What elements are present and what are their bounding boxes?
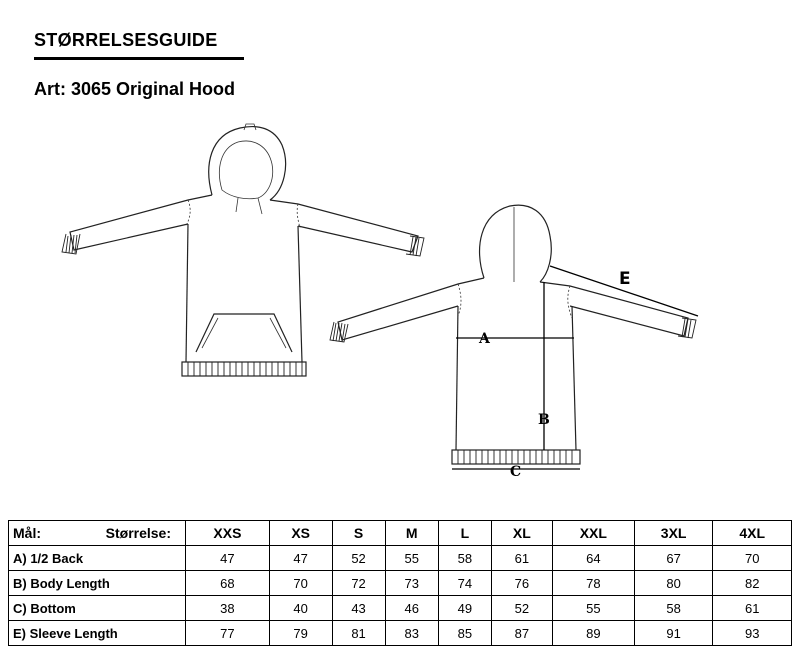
size-header-cell: XXS (186, 521, 270, 546)
measurement-value: 67 (634, 546, 713, 571)
hoodie-technical-drawing (0, 110, 800, 490)
measurement-value: 77 (186, 621, 270, 646)
size-header-cell: XXL (552, 521, 634, 546)
measurement-value: 89 (552, 621, 634, 646)
dimension-label-c: C (510, 464, 522, 480)
measurement-value: 47 (186, 546, 270, 571)
measurement-label: B) Body Length (9, 571, 186, 596)
measurement-value: 49 (438, 596, 491, 621)
measurement-value: 61 (491, 546, 552, 571)
measurement-value: 91 (634, 621, 713, 646)
measurement-value: 52 (332, 546, 385, 571)
measurement-value: 55 (385, 546, 438, 571)
size-header-cell: XS (269, 521, 332, 546)
size-header-cell: S (332, 521, 385, 546)
dimension-label-b: B (538, 412, 550, 428)
measurement-value: 79 (269, 621, 332, 646)
title-underline (34, 57, 244, 60)
size-header-cell: XL (491, 521, 552, 546)
measurement-value: 38 (186, 596, 270, 621)
size-heading: Størrelse: (105, 525, 171, 541)
dimension-label-e: E (619, 269, 631, 289)
table-row (9, 621, 792, 646)
measurement-value: 76 (491, 571, 552, 596)
measurement-label: E) Sleeve Length (9, 621, 186, 646)
measurement-value: 40 (269, 596, 332, 621)
article-title: Art: 3065 Original Hood (34, 79, 236, 99)
measurement-label: C) Bottom (9, 596, 186, 621)
measurement-value: 61 (713, 596, 792, 621)
corner-cell (9, 521, 186, 546)
measure-heading: Mål: (13, 525, 41, 541)
measurement-value: 64 (552, 546, 634, 571)
measurement-value: 87 (491, 621, 552, 646)
size-header-cell: L (438, 521, 491, 546)
guide-title: STØRRELSESGUIDE (34, 30, 218, 50)
measurement-value: 52 (491, 596, 552, 621)
size-table (8, 520, 792, 646)
measurement-value: 81 (332, 621, 385, 646)
measurement-value: 43 (332, 596, 385, 621)
measurement-value: 93 (713, 621, 792, 646)
measurement-value: 80 (634, 571, 713, 596)
measurement-value: 70 (713, 546, 792, 571)
size-header-row (9, 521, 792, 546)
table-row (9, 571, 792, 596)
measurement-value: 58 (634, 596, 713, 621)
measurement-value: 70 (269, 571, 332, 596)
measurement-value: 83 (385, 621, 438, 646)
table-row (9, 596, 792, 621)
dimension-label-a: A (479, 331, 490, 347)
measurement-label: A) 1/2 Back (9, 546, 186, 571)
measurement-value: 85 (438, 621, 491, 646)
size-header-cell: M (385, 521, 438, 546)
hoodie-front-view (62, 124, 424, 376)
measurement-value: 47 (269, 546, 332, 571)
measurement-value: 73 (385, 571, 438, 596)
table-row (9, 546, 792, 571)
measurement-value: 74 (438, 571, 491, 596)
size-header-cell: 3XL (634, 521, 713, 546)
measurement-value: 58 (438, 546, 491, 571)
measurement-value: 46 (385, 596, 438, 621)
measurement-value: 72 (332, 571, 385, 596)
measurement-value: 78 (552, 571, 634, 596)
measurement-value: 68 (186, 571, 270, 596)
measurement-value: 55 (552, 596, 634, 621)
measurement-value: 82 (713, 571, 792, 596)
size-header-cell: 4XL (713, 521, 792, 546)
